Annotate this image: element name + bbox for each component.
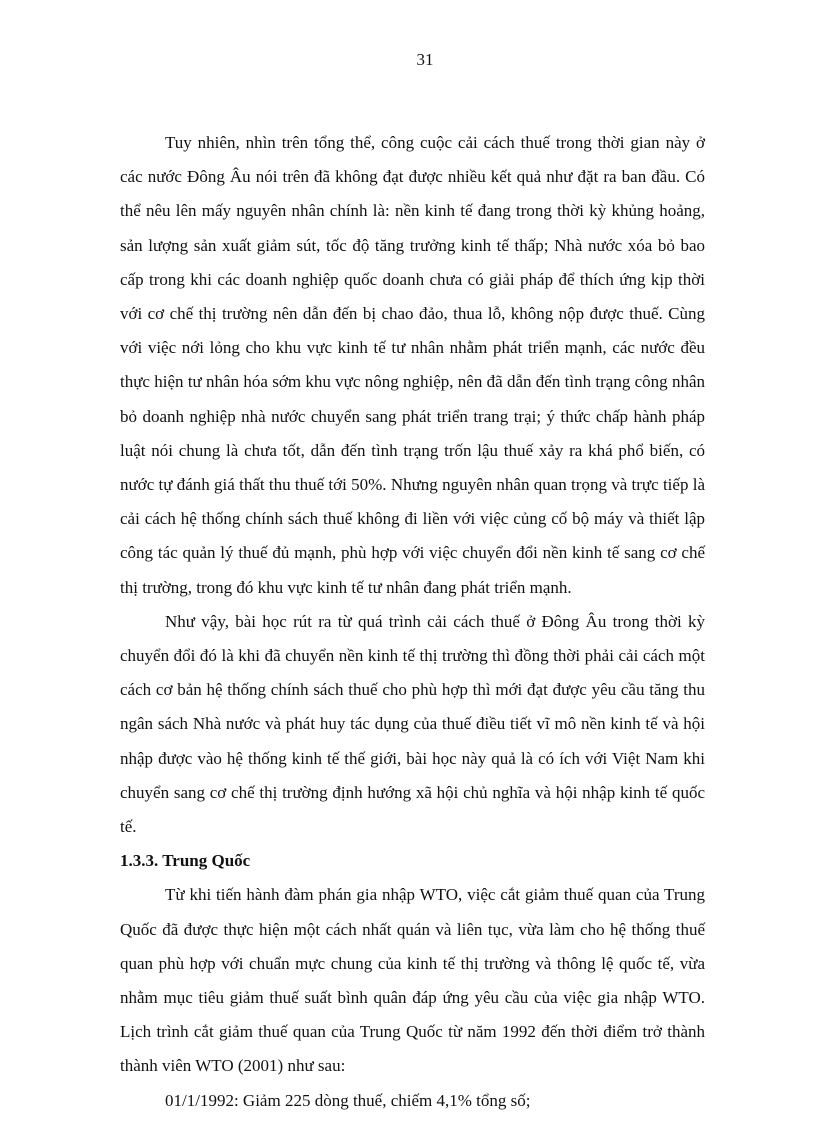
page-number: 31 xyxy=(416,50,434,69)
list-item-1992: 01/1/1992: Giảm 225 dòng thuế, chiếm 4,1% tổng số; xyxy=(165,1090,531,1110)
document-body xyxy=(120,126,705,1118)
paragraph-east-europe-tax-reform: Tuy nhiên, nhìn trên tổng thể, công cuộc cải cách thuế trong thời gian này ở các nước Đông Âu nói trên đã không đạt được nhiều kết quả như đặt ra ban đầu. Có thể nêu lên mấy nguyên nhân chính là: nền kinh tế đang trong thời kỳ khủng hoảng, sản lượng sản xuất giảm sút, tốc độ tăng trưởng kinh tế thấp; Nhà nước xóa bỏ bao cấp trong khi các doanh nghiệp quốc doanh chưa có giải pháp để thích ứng kịp thời với cơ chế thị trường nên dẫn đến bị chao đảo, thua lỗ, không nộp được thuế. Cùng với việc nới lỏng cho khu vực kinh tế tư nhân nhằm phát triển mạnh, các nước đều thực hiện tư nhân hóa sớm khu vực nông nghiệp, nên đã dẫn đến tình trạng công nhân bỏ doanh nghiệp nhà nước chuyển sang phát triển trang trại; ý thức chấp hành pháp luật nói chung là chưa tốt, dẫn đến tình trạng trốn lậu thuế xảy ra khá phổ biến, có nước tự đánh giá thất thu thuế tới 50%. Nhưng nguyên nhân quan trọng và trực tiếp là cải cách hệ thống chính sách thuế không đi liền với việc củng cố bộ máy và thiết lập công tác quản lý thuế đủ mạnh, phù hợp với việc chuyển đổi nền kinh tế sang cơ chế thị trường, trong đó khu vực kinh tế tư nhân đang phát triển mạnh. xyxy=(120,133,705,597)
paragraph-lessons-learned: Như vậy, bài học rút ra từ quá trình cải cách thuế ở Đông Âu trong thời kỳ chuyển đổi đó là khi đã chuyển nền kinh tế thị trường thì đồng thời phải cải cách một cách cơ bản hệ thống chính sách thuế cho phù hợp thì mới đạt được yêu cầu tăng thu ngân sách Nhà nước và phát huy tác dụng của thuế điều tiết vĩ mô nền kinh tế và hội nhập được vào hệ thống kinh tế thế giới, bài học này quả là có ích với Việt Nam khi chuyển sang cơ chế thị trường định hướng xã hội chủ nghĩa và hội nhập kinh tế quốc tế. xyxy=(120,611,705,837)
paragraph-china-wto: Từ khi tiến hành đàm phán gia nhập WTO, việc cắt giảm thuế quan của Trung Quốc đã được thực hiện một cách nhất quán và liên tục, vừa làm cho hệ thống thuế quan phù hợp với chuẩn mực chung của kinh tế thị trường và thông lệ quốc tế, vừa nhằm mục tiêu giảm thuế suất bình quân đáp ứng yêu cầu của việc gia nhập WTO. Lịch trình cắt giảm thuế quan của Trung Quốc từ năm 1992 đến thời điểm trở thành thành viên WTO (2001) như sau: xyxy=(120,885,705,1076)
section-heading-china: 1.3.3. Trung Quốc xyxy=(120,851,251,871)
